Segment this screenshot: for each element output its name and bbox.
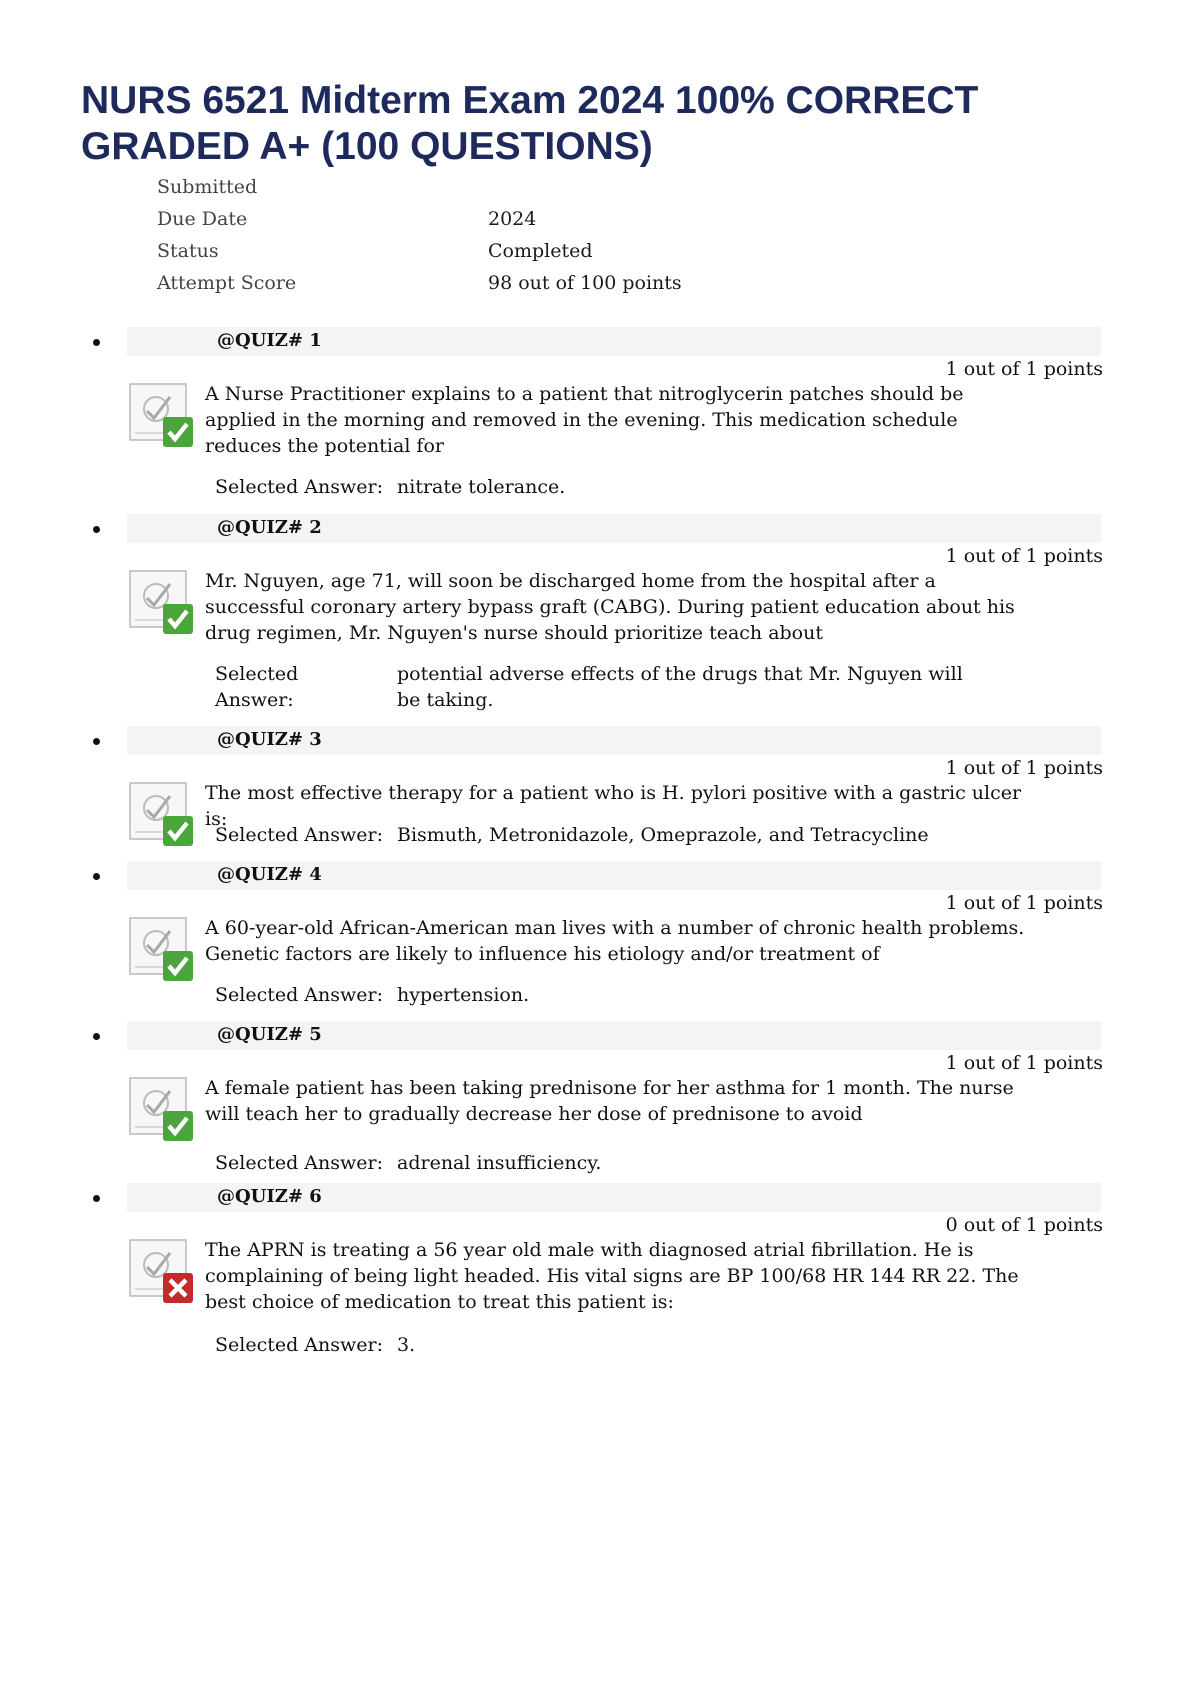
incorrect-x-icon	[129, 1239, 195, 1305]
correct-check-icon	[129, 782, 195, 848]
quiz-label: @QUIZ# 1	[217, 330, 322, 351]
answer-label: Selected Answer:	[215, 824, 384, 846]
bullet-icon	[93, 1195, 100, 1202]
quiz-points: 1 out of 1 points	[945, 892, 1103, 914]
quiz-label: @QUIZ# 6	[217, 1186, 322, 1207]
correct-check-icon	[129, 1077, 195, 1143]
meta-value: 2024	[488, 208, 537, 230]
answer-label: Selected Answer:	[215, 1152, 384, 1174]
quiz-points: 0 out of 1 points	[945, 1214, 1103, 1236]
question-text: A 60-year-old African-American man lives with a number of chronic health problems. Genetic factors are likely to influence his etiology and/or treatment of	[205, 917, 1025, 965]
meta-row-attempt-score	[157, 267, 682, 299]
answer-label: Selected Answer:	[215, 1334, 384, 1356]
meta-label: Attempt Score	[157, 272, 297, 294]
correct-check-icon	[129, 383, 195, 449]
question-text: A Nurse Practitioner explains to a patient that nitroglycerin patches should be applied in the morning and removed in the evening. This medication schedule reduces the potential for	[205, 383, 964, 457]
quiz-points: 1 out of 1 points	[945, 1052, 1103, 1074]
quiz-points: 1 out of 1 points	[945, 757, 1103, 779]
answer-label: Selected Answer:	[215, 663, 299, 711]
bullet-icon	[93, 526, 100, 533]
bullet-icon	[93, 339, 100, 346]
selected-answer: potential adverse effects of the drugs that Mr. Nguyen will be taking.	[397, 663, 963, 711]
selected-answer: 3.	[397, 1334, 416, 1356]
question-text: The APRN is treating a 56 year old male with diagnosed atrial fibrillation. He is complaining of being light headed. His vital signs are BP 100/68 HR 144 RR 22. The best choice of medication to treat this patient is:	[205, 1239, 1019, 1313]
meta-label: Status	[157, 240, 219, 262]
question-text: The most effective therapy for a patient who is H. pylori positive with a gastric ulcer is:	[205, 782, 1022, 830]
quiz-label: @QUIZ# 3	[217, 729, 322, 750]
meta-row-status	[157, 235, 682, 267]
answer-label: Selected Answer:	[215, 476, 384, 498]
question-text: A female patient has been taking prednisone for her asthma for 1 month. The nurse will teach her to gradually decrease her dose of prednisone to avoid	[205, 1077, 1014, 1125]
attempt-details	[157, 171, 682, 299]
page-title: NURS 6521 Midterm Exam 2024 100% CORRECT GRADED A+ (100 QUESTIONS)	[81, 79, 979, 168]
correct-check-icon	[129, 570, 195, 636]
bullet-icon	[93, 738, 100, 745]
bullet-icon	[93, 873, 100, 880]
quiz-label: @QUIZ# 2	[217, 517, 322, 538]
selected-answer: Bismuth, Metronidazole, Omeprazole, and Tetracycline	[397, 824, 929, 846]
quiz-label: @QUIZ# 5	[217, 1024, 322, 1045]
selected-answer: adrenal insufficiency.	[397, 1152, 602, 1174]
selected-answer: nitrate tolerance.	[397, 476, 566, 498]
quiz-points: 1 out of 1 points	[945, 358, 1103, 380]
meta-row-due-date	[157, 203, 682, 235]
quiz-label: @QUIZ# 4	[217, 864, 322, 885]
meta-value: Completed	[488, 240, 593, 262]
bullet-icon	[93, 1033, 100, 1040]
meta-row-submitted	[157, 171, 682, 203]
quiz-points: 1 out of 1 points	[945, 545, 1103, 567]
answer-label: Selected Answer:	[215, 984, 384, 1006]
correct-check-icon	[129, 917, 195, 983]
meta-value: 98 out of 100 points	[488, 272, 682, 294]
meta-label: Submitted	[157, 176, 258, 198]
meta-label: Due Date	[157, 208, 248, 230]
question-text: Mr. Nguyen, age 71, will soon be discharged home from the hospital after a successful coronary artery bypass graft (CABG). During patient education about his drug regimen, Mr. Nguyen's nurse should prioritize teach about	[205, 570, 1015, 644]
selected-answer: hypertension.	[397, 984, 530, 1006]
